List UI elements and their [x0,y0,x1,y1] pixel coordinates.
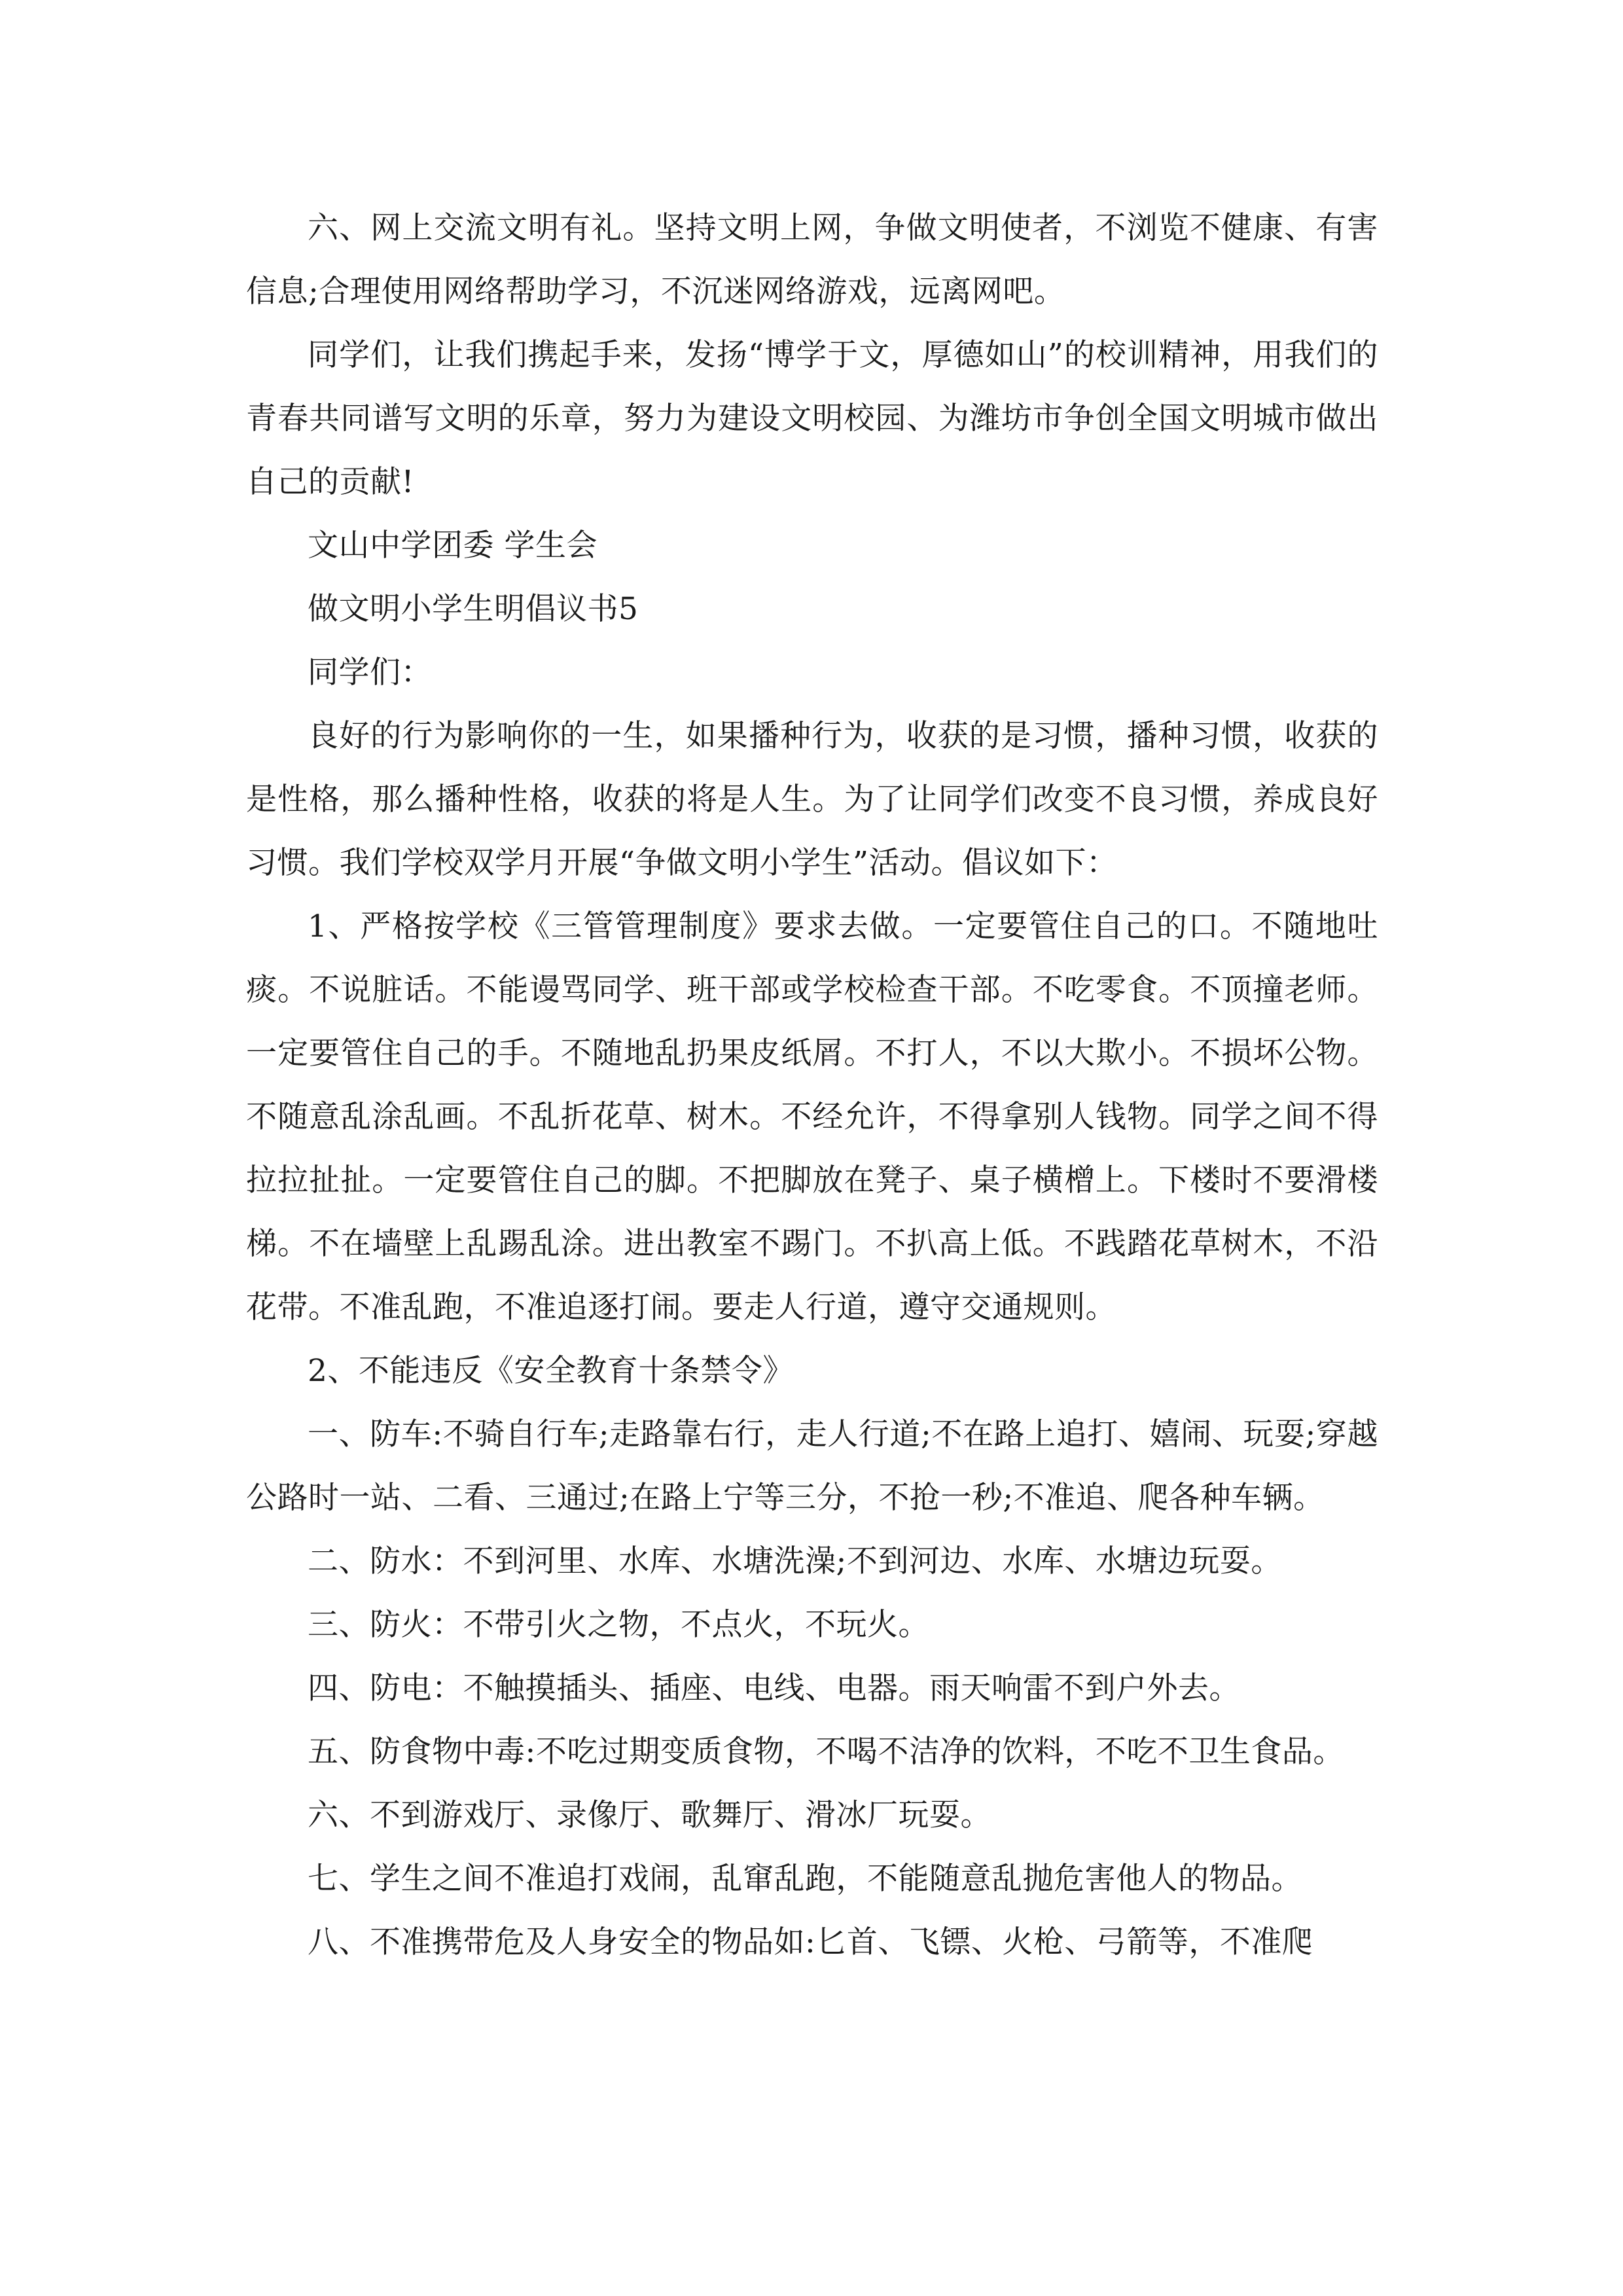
prohibition-entertainment-venues: 六、不到游戏厅、录像厅、歌舞厅、滑冰厂玩耍。 [308,1797,991,1833]
paragraph-rule-2: 2、不能违反《安全教育十条禁令》 [308,1353,794,1389]
paragraph-introduction: 良好的行为影响你的一生，如果播种行为，收获的是习惯，播种习惯，收获的是性格，那么播种性格，收获的将是人生。为了让同学们改变不良习惯，养成良好习惯。我们学校双学月开展“争做文明小学生”活动。倡议如下： [246,718,1378,881]
prohibition-horseplay: 七、学生之间不准追打戏闹，乱窜乱跑，不能随意乱抛危害他人的物品。 [308,1861,1302,1897]
prohibition-food-poisoning: 五、防食物中毒:不吃过期变质食物，不喝不洁净的饮料，不吃不卫生食品。 [308,1734,1344,1770]
paragraph-rule-1: 1、严格按学校《三管管理制度》要求去做。一定要管住自己的口。不随地吐痰。不说脏话。不能谩骂同学、班干部或学校检查干部。不吃零食。不顶撞老师。一定要管住自己的手。不随地乱扔果皮纸屑。不打人，不以大欺小。不损坏公物。不随意乱涂乱画。不乱折花草、树木。不经允许，不得拿别人钱物。同学之间不得拉拉扯扯。一定要管住自己的脚。不把脚放在凳子、桌子横橧上。下楼时不要滑楼梯。不在墙壁上乱踢乱涂。进出教室不踢门。不扒高上低。不践踏花草树木，不沿花带。不准乱跑，不准追逐打闹。要走人行道，遵守交通规则。 [246,908,1378,1325]
salutation: 同学们： [308,655,432,691]
prohibition-traffic: 一、防车:不骑自行车;走路靠右行，走人行道;不在路上追打、嬉闹、玩耍;穿越公路时一站、二看、三通过;在路上宁等三分，不抢一秒;不准追、爬各种车辆。 [246,1416,1378,1516]
section-title: 做文明小学生明倡议书5 [308,591,639,627]
signature-organization: 文山中学团委 学生会 [308,528,597,564]
prohibition-water: 二、防水：不到河里、水库、水塘洗澡;不到河边、水库、水塘边玩耍。 [308,1543,1282,1579]
prohibition-electricity: 四、防电：不触摸插头、插座、电线、电器。雨天响雷不到户外去。 [308,1670,1240,1706]
prohibition-dangerous-items: 八、不准携带危及人身安全的物品如:匕首、飞镖、火枪、弓箭等，不准爬 [308,1924,1313,1960]
paragraph-call-to-action: 同学们，让我们携起手来，发扬“博学于文，厚德如山”的校训精神，用我们的青春共同谱写文明的乐章，努力为建设文明校园、为潍坊市争创全国文明城市做出自己的贡献! [246,337,1378,500]
prohibition-fire: 三、防火：不带引火之物，不点火，不玩火。 [308,1607,929,1643]
paragraph-online-etiquette: 六、网上交流文明有礼。坚持文明上网，争做文明使者，不浏览不健康、有害信息;合理使用网络帮助学习，不沉迷网络游戏，远离网吧。 [246,210,1378,310]
document-body [246,196,1378,1974]
